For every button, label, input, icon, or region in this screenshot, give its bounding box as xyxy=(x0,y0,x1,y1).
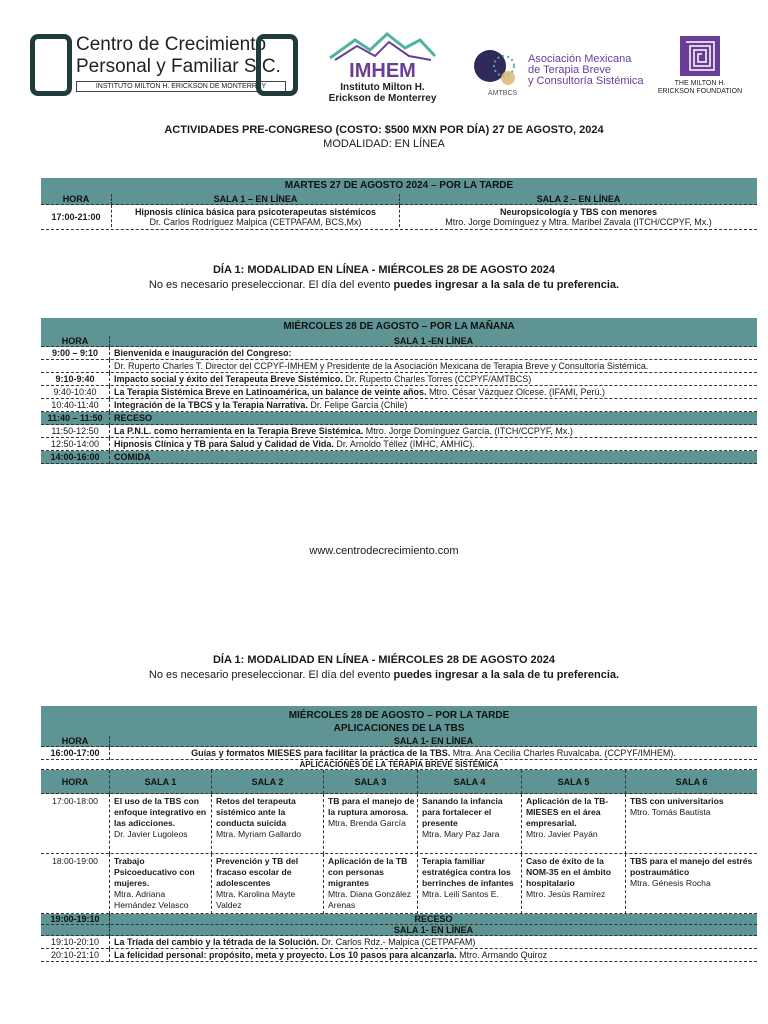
tarde-who-1600: Mtra. Ana Cecilia Charles Ruvalcaba. (CCPYF/IMHEM). xyxy=(450,748,676,758)
manana-row-hora: 9:00 – 9:10 xyxy=(51,348,99,358)
tarde-hora-2010: 20:10-21:10 xyxy=(50,950,100,960)
tarde-header-sala: SALA 1- EN LÍNEA xyxy=(109,736,757,747)
session-speaker: Mtra. Génesis Rocha xyxy=(630,878,711,888)
tarde-receso-row xyxy=(41,914,757,925)
manana-row-session xyxy=(109,360,757,373)
dia1a-title: DÍA 1: MODALIDAD EN LÍNEA - MIÉRCOLES 28 DE AGOSTO 2024 xyxy=(212,264,556,276)
precongreso-sala2-cell xyxy=(399,205,757,227)
manana-row-title: Hipnosis Clínica y TB para Salud y Calidad de Vida. xyxy=(114,439,334,449)
manana-row-speaker: Dr. Ruperto Charles Torres (CCPYF/AMTBCS) xyxy=(342,374,532,384)
tarde-row-2010 xyxy=(41,949,757,962)
manana-rows xyxy=(41,347,757,464)
manana-row-title: Integración de la TBCS y la Terapia Narrativa. xyxy=(114,400,308,410)
milton-line1: THE MILTON H. xyxy=(674,80,726,87)
manana-row-session xyxy=(109,412,757,425)
amtbcs-line1: Asociación Mexicana xyxy=(528,53,632,65)
amtbcs-line2: de Terapia Breve xyxy=(528,64,611,76)
tarde-session-1910 xyxy=(109,936,757,949)
precongreso-s2-who: Mtro. Jorge Domínguez y Mtra. Maribel Zavala (ITCH/CCPYF, Mx.) xyxy=(445,217,712,227)
tarde-header-row xyxy=(41,736,757,747)
manana-row-title: COMIDA xyxy=(114,452,151,462)
manana-row-speaker: Dr. Ruperto Charles T. Director del CCPYF-IMHEM y Presidente de la Asociación Mexicana de Terapia Breve y Consultoría Sistémica. xyxy=(114,361,649,371)
precongreso-s1-who: Dr. Carlos Rodríguez Malpica (CETPAFAM, BCS,Mx) xyxy=(149,217,362,227)
salas-grid-hora: 18:00-19:00 xyxy=(52,856,98,866)
tarde-sala-header-b xyxy=(41,925,757,936)
tarde-receso-hora: 19:00-19:10 xyxy=(50,914,100,924)
manana-row-hora: 10:40-11:40 xyxy=(51,400,99,410)
salas-header-sala-3: SALA 3 xyxy=(323,770,417,794)
ccpf-logo xyxy=(30,34,298,96)
session-speaker: Mtra. Brenda García xyxy=(328,818,406,828)
manana-row-session xyxy=(109,438,757,451)
precongreso-band: MARTES 27 DE AGOSTO 2024 – POR LA TARDE xyxy=(41,178,757,194)
website-url[interactable]: www.centrodecrecimiento.com xyxy=(309,545,459,557)
dia1a-note xyxy=(0,279,768,291)
manana-row xyxy=(41,425,757,438)
session-speaker: Mtra. Diana González Arenas xyxy=(328,889,412,910)
manana-row-speaker: Mtro. César Vázquez Olcese. (IFAMI, Perú.) xyxy=(426,387,606,397)
salas-grid-cell-sala-4 xyxy=(417,854,521,914)
manana-row-session xyxy=(109,425,757,438)
amtbcs-abbr: AMTBCS xyxy=(488,90,518,97)
session-title: Retos del terapeuta sistémico ante la conducta suicida xyxy=(216,796,296,828)
manana-band: MIÉRCOLES 28 DE AGOSTO – POR LA MAÑANA xyxy=(41,318,757,336)
manana-row-speaker: Dr. Arnoldo Téllez (IMHC, AMHIC). xyxy=(333,439,475,449)
dia1a-note-a: No es necesario preseleccionar. El día del evento xyxy=(148,279,394,291)
session-speaker: Mtra. Myriam Gallardo xyxy=(216,829,301,839)
manana-table xyxy=(41,318,757,464)
header-sala1: SALA 1 – EN LÍNEA xyxy=(111,194,399,205)
precongreso-table xyxy=(41,178,757,230)
manana-row-speaker: Mtro. Jorge Domínguez García. (ITCH/CCPYF, Mx.) xyxy=(363,426,573,436)
manana-row xyxy=(41,399,757,412)
tarde-session-2010 xyxy=(109,949,757,962)
salas-header-sala-1: SALA 1 xyxy=(109,770,211,794)
tarde-sala-header-b-label: SALA 1- EN LÍNEA xyxy=(109,925,757,936)
manana-header-sala: SALA 1 -EN LÍNEA xyxy=(109,336,757,347)
amtbcs-logo xyxy=(470,40,670,100)
precongreso-row xyxy=(41,205,757,230)
session-speaker: Mtro. Javier Payán xyxy=(526,829,598,839)
imhem-line2: Erickson de Monterrey xyxy=(328,93,437,104)
salas-grid-cell-sala-3 xyxy=(323,794,417,854)
salas-header-hora: HORA xyxy=(61,777,89,787)
header-hora: HORA xyxy=(62,194,90,204)
salas-grid-cell-sala-6 xyxy=(625,794,757,854)
salas-grid-hora: 17:00-18:00 xyxy=(52,796,98,806)
session-speaker: Mtra. Mary Paz Jara xyxy=(422,829,500,839)
dia1b-note-a: No es necesario preseleccionar. El día del evento xyxy=(148,669,394,681)
imhem-logo xyxy=(325,30,440,108)
tarde-title-2010: La felicidad personal: propósito, meta y proyecto. Los 10 pasos para alcanzarla. xyxy=(114,950,457,960)
session-speaker: Mtro. Jesús Ramírez xyxy=(526,889,606,899)
session-title: Trabajo Psicoeducativo con mujeres. xyxy=(114,856,195,888)
ccpf-emblem-right xyxy=(256,34,298,96)
manana-row-title: La Terapia Sistémica Breve en Latinoamérica, un balance de veinte años. xyxy=(114,387,427,397)
manana-row xyxy=(41,438,757,451)
salas-grid-cell-sala-1 xyxy=(109,794,211,854)
salas-grid-cell-sala-1 xyxy=(109,854,211,914)
salas-grid-cell-sala-4 xyxy=(417,794,521,854)
manana-row xyxy=(41,347,757,360)
manana-row-title: Impacto social y éxito del Terapeuta Breve Sistémico. xyxy=(114,374,343,384)
salas-grid-cell-sala-3 xyxy=(323,854,417,914)
salas-grid-cell-sala-6 xyxy=(625,854,757,914)
precongreso-modalidad: MODALIDAD: EN LÍNEA xyxy=(323,138,445,150)
session-title: TBS para el manejo del estrés postraumático xyxy=(630,856,753,877)
manana-row-session xyxy=(109,386,757,399)
session-speaker: Mtra. Leili Santos E. xyxy=(422,889,499,899)
tarde-band-title: MIÉRCOLES 28 DE AGOSTO – POR LA TARDE xyxy=(288,710,510,721)
tarde-header-hora: HORA xyxy=(61,736,89,746)
session-title: Aplicación de la TB con personas migrantes xyxy=(328,856,408,888)
tarde-hora-1600: 16:00-17:00 xyxy=(50,748,100,758)
spiral-square-icon xyxy=(680,36,720,76)
tarde-table xyxy=(41,706,757,962)
session-speaker: Mtro. Tomás Bautista xyxy=(630,807,711,817)
manana-row-session xyxy=(109,373,757,386)
tarde-hora-1910: 19:10-20:10 xyxy=(50,937,100,947)
salas-grid-row xyxy=(41,854,757,914)
dia1a-note-b: puedes ingresar a la sala de tu preferencia. xyxy=(393,279,620,291)
imhem-wordmark: IMHEM xyxy=(349,60,416,82)
salas-grid xyxy=(41,794,757,914)
manana-row-hora: 9:40-10:40 xyxy=(53,387,97,397)
salas-header-sala-5: SALA 5 xyxy=(521,770,625,794)
manana-row-hora: 11:50-12:50 xyxy=(51,426,99,436)
salas-grid-cell-sala-5 xyxy=(521,854,625,914)
manana-row-session xyxy=(109,399,757,412)
tarde-band-subtitle: APLICACIONES DE LA TBS xyxy=(333,723,465,734)
header-sala2: SALA 2 – EN LÍNEA xyxy=(399,194,757,205)
precongreso-hora: 17:00-21:00 xyxy=(51,212,101,222)
dia1b-note xyxy=(0,669,768,681)
tarde-title-1910: La Tríada del cambio y la tétrada de la Solución. xyxy=(114,937,320,947)
tarde-who-2010: Mtro. Armando Quiroz xyxy=(456,950,548,960)
session-title: TBS con universitarios xyxy=(630,796,724,806)
amtbcs-line3: y Consultoría Sistémica xyxy=(528,75,644,87)
session-title: Prevención y TB del fracaso escolar de adolescentes xyxy=(216,856,299,888)
salas-grid-cell-sala-2 xyxy=(211,854,323,914)
ccpf-name-line2: Personal y Familiar S.C. xyxy=(76,56,281,77)
mountain-icon xyxy=(325,30,440,62)
milton-foundation-logo xyxy=(650,36,750,100)
amtbcs-name xyxy=(528,54,644,87)
salas-grid-cell-sala-2 xyxy=(211,794,323,854)
dia1b-title: DÍA 1: MODALIDAD EN LÍNEA - MIÉRCOLES 28 DE AGOSTO 2024 xyxy=(212,654,556,666)
tarde-row-1600 xyxy=(41,747,757,760)
manana-row-session xyxy=(109,451,757,464)
precongreso-header-row xyxy=(41,194,757,205)
manana-row-speaker: Dr. Felipe García (Chile) xyxy=(307,400,408,410)
session-title: Caso de éxito de la NOM-35 en el ámbito hospitalario xyxy=(526,856,611,888)
manana-header-row xyxy=(41,336,757,347)
ccpf-emblem-left xyxy=(30,34,72,96)
ccpf-name-line1: Centro de Crecimiento xyxy=(76,34,267,55)
session-title: TB para el manejo de la ruptura amorosa. xyxy=(328,796,415,817)
tarde-row-1910 xyxy=(41,936,757,949)
precongreso-s1-title: Hipnosis clínica básica para psicoterapeutas sistémicos xyxy=(134,207,377,217)
milton-line2: ERICKSON FOUNDATION xyxy=(657,88,743,95)
imhem-subtitle xyxy=(325,82,440,104)
manana-row-hora: 14:00-16:00 xyxy=(50,452,100,462)
manana-row xyxy=(41,360,757,373)
salas-header-sala-2: SALA 2 xyxy=(211,770,323,794)
manana-row-session xyxy=(109,347,757,360)
manana-row-title: Bienvenida e inauguración del Congreso: xyxy=(114,348,292,358)
salas-header-sala-4: SALA 4 xyxy=(417,770,521,794)
session-title: Sanando la infancia para fortalecer el presente xyxy=(422,796,503,828)
manana-row-hora: 9:10-9:40 xyxy=(55,374,95,384)
session-title: Aplicación de la TB-MIESES en el área empresarial. xyxy=(526,796,609,828)
precongreso-title: ACTIVIDADES PRE-CONGRESO (COSTO: $500 MXN POR DÍA) 27 DE AGOSTO, 2024 xyxy=(164,124,604,136)
session-title: Terapia familiar estratégica contra los berrinches de infantes xyxy=(422,856,514,888)
manana-header-hora: HORA xyxy=(61,336,89,346)
ccpf-institute: INSTITUTO MILTON H. ERICKSON DE MONTERREY xyxy=(76,81,286,92)
imhem-line1: Instituto Milton H. xyxy=(340,82,425,93)
session-title: El uso de la TBS con enfoque integrativo en las adicciones. xyxy=(114,796,207,828)
tarde-receso-label: RECESO xyxy=(109,914,757,925)
session-speaker: Mtra. Karolina Mayte Valdez xyxy=(216,889,296,910)
manana-row-hora: 12:50-14:00 xyxy=(50,439,100,449)
salas-grid-cell-sala-5 xyxy=(521,794,625,854)
precongreso-sala1-cell xyxy=(111,205,399,227)
salas-grid-row xyxy=(41,794,757,854)
tarde-who-1910: Dr. Carlos Rdz.- Malpica (CETPAFAM) xyxy=(319,937,476,947)
tarde-session-1600 xyxy=(109,747,757,760)
salas-header-row xyxy=(41,770,757,794)
dia1b-note-b: puedes ingresar a la sala de tu preferencia. xyxy=(393,669,620,681)
session-speaker: Dr. Javier Lugoleos xyxy=(114,829,188,839)
precongreso-s2-title: Neuropsicología y TBS con menores xyxy=(499,207,658,217)
manana-row xyxy=(41,412,757,425)
manana-row-title: RECESO xyxy=(114,413,153,423)
manana-row xyxy=(41,451,757,464)
manana-row xyxy=(41,373,757,386)
session-speaker: Mtra. Adriana Hernández Velasco xyxy=(114,889,189,910)
milton-name xyxy=(650,80,750,96)
salas-header-sala-6: SALA 6 xyxy=(625,770,757,794)
manana-row-title: La P.N.L. como herramienta en la Terapia Breve Sistémica. xyxy=(114,426,364,436)
tarde-title-1600: Guías y formatos MIESES para facilitar la práctica de la TBS. xyxy=(191,748,451,758)
manana-row xyxy=(41,386,757,399)
aplicaciones-header: APLICACIONES DE LA TERAPIA BREVE SISTÉMICA xyxy=(41,760,757,770)
dotted-circle-icon xyxy=(470,44,518,92)
manana-row-hora: 11:40 – 11:50 xyxy=(47,413,103,423)
tarde-band xyxy=(41,706,757,736)
